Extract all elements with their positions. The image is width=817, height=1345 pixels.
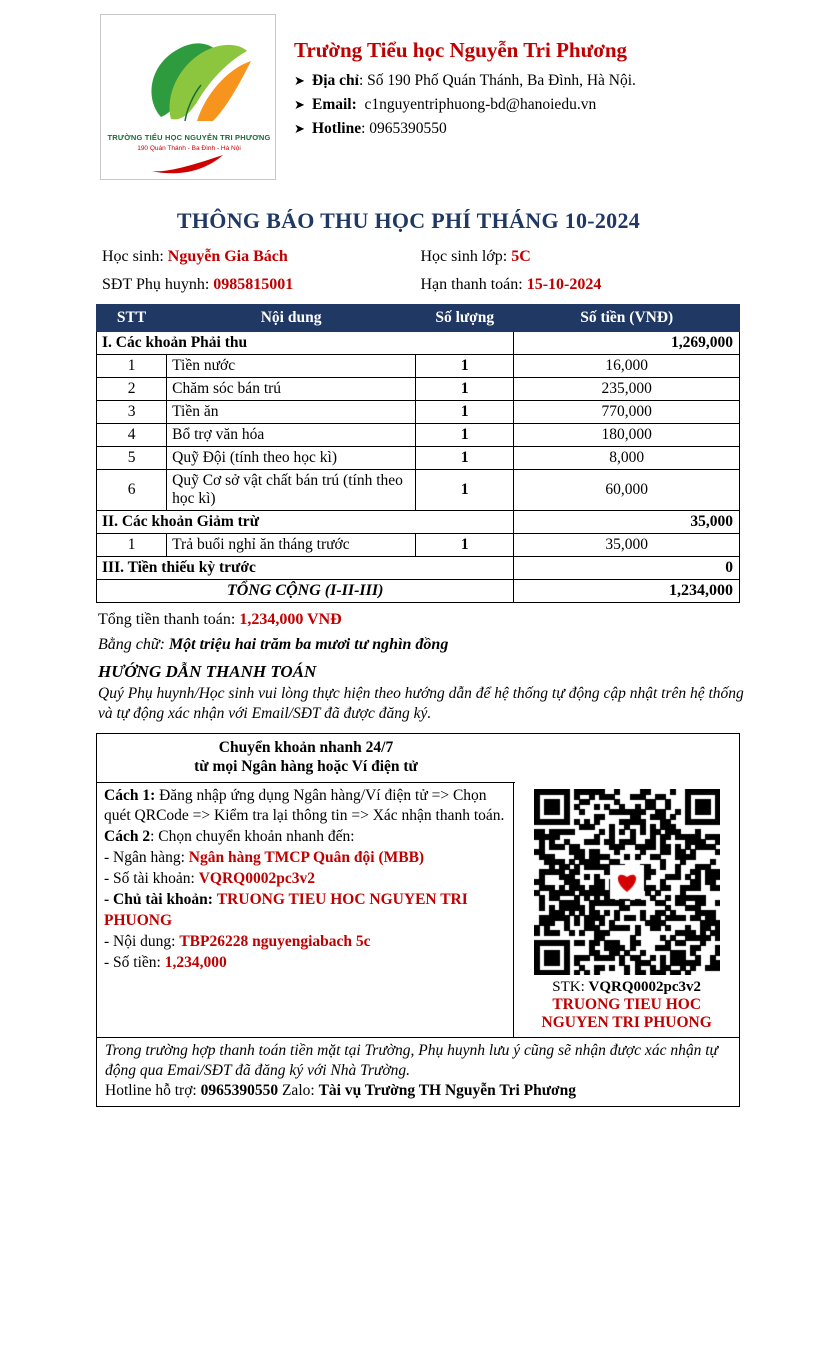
content-row (104, 932, 506, 952)
way2-text: : Chọn chuyển khoản nhanh đến: (150, 827, 355, 845)
content-value: TBP26228 nguyengiabach 5c (179, 932, 371, 950)
support-row (105, 1081, 732, 1101)
way1-text: Đăng nhập ứng dụng Ngân hàng/Ví điện tử => Chọn quét QRCode => Kiểm tra lại thông tin => Xác nhận thanh toán. (104, 786, 505, 824)
section-title: I. Các khoản Phải thu (97, 332, 514, 355)
email-value: c1nguyentriphuong-bd@hanoiedu.vn (364, 96, 597, 114)
account-row (104, 869, 506, 889)
note-text: Trong trường hợp thanh toán tiền mặt tại Trường, Phụ huynh lưu ý cũng sẽ nhận được xác nhận tự động qua Emai/SĐT đã đăng ký với Nhà Trường. (105, 1041, 718, 1079)
bullet-arrow-icon: ➤ (294, 121, 305, 137)
fee-table (96, 304, 740, 603)
zalo-label: Zalo: (281, 1082, 315, 1100)
account-value: VQRQ0002pc3v2 (198, 870, 315, 888)
row-name: Quỹ Đội (tính theo học kì) (167, 447, 416, 470)
bank-label: - Ngân hàng: (104, 849, 185, 867)
school-email (294, 93, 636, 117)
pay-total-label: Tổng tiền thanh toán: (98, 611, 236, 628)
holder-row (104, 890, 506, 930)
table-header-row (97, 305, 740, 332)
row-name: Chăm sóc bán trú (167, 378, 416, 401)
th-content: Nội dung (167, 305, 416, 332)
qr-account-row (514, 979, 739, 996)
row-amount: 770,000 (514, 401, 740, 424)
table-section-row (97, 557, 740, 580)
holder-value: TRUONG TIEU HOC NGUYEN TRI PHUONG (104, 891, 468, 929)
row-qty: 1 (416, 378, 514, 401)
due-date-label: Hạn thanh toán: (420, 276, 523, 293)
student-name-row (102, 248, 421, 266)
row-qty: 1 (416, 470, 514, 511)
table-row (97, 401, 740, 424)
th-stt: STT (97, 305, 167, 332)
hotline-label: Hotline (312, 120, 362, 138)
amount-in-words-row (98, 636, 758, 654)
way2-label: Cách 2 (104, 827, 151, 845)
logo-swoosh-icon (149, 155, 229, 175)
row-name: Quỹ Cơ sở vật chất bán trú (tính theo học kì) (167, 470, 416, 511)
parent-phone-row (102, 276, 421, 294)
th-quantity: Số lượng (416, 305, 514, 332)
row-stt: 6 (97, 470, 167, 511)
section-amount: 1,269,000 (514, 332, 740, 355)
page-title: THÔNG BÁO THU HỌC PHÍ THÁNG 10-2024 (176, 208, 641, 233)
account-label: - Số tài khoản: (104, 870, 195, 888)
table-row (97, 355, 740, 378)
table-row (97, 424, 740, 447)
section-amount: 35,000 (514, 511, 740, 534)
logo-caption: TRƯỜNG TIỂU HỌC NGUYỄN TRI PHƯƠNG (107, 133, 271, 142)
school-info (276, 14, 636, 141)
table-section-row (97, 332, 740, 355)
row-stt: 1 (97, 355, 167, 378)
amount-row (104, 953, 506, 973)
payment-guide-text: Quý Phụ huynh/Học sinh vui lòng thực hiện theo hướng dẫn để hệ thống tự động cập nhật trên hệ thống và tự động xác nhận với Email/SĐT đã được đăng ký. (98, 685, 744, 723)
payment-note (97, 1037, 739, 1106)
row-qty: 1 (416, 424, 514, 447)
qr-holder-line1: TRUONG TIEU HOC (552, 995, 702, 1013)
row-name: Tiền ăn (167, 401, 416, 424)
row-stt: 3 (97, 401, 167, 424)
row-name: Tiền nước (167, 355, 416, 378)
pay-total-row (98, 611, 758, 629)
way2-row (104, 827, 506, 847)
student-class-row (421, 248, 740, 266)
row-qty: 1 (416, 355, 514, 378)
row-name: Bổ trợ văn hóa (167, 424, 416, 447)
in-words-label: Bằng chữ: (98, 636, 165, 653)
total-label: TỔNG CỘNG (I-II-III) (97, 580, 514, 603)
hotline-value: : 0965390550 (361, 120, 447, 138)
support-hotline-value: 0965390550 (200, 1082, 279, 1100)
payment-box (96, 733, 740, 1107)
address-label: Địa chỉ (312, 72, 359, 89)
logo-subcaption: 190 Quán Thánh - Ba Đình - Hà Nội (137, 145, 241, 152)
holder-label: - Chủ tài khoản: (104, 891, 213, 909)
row-amount: 180,000 (514, 424, 740, 447)
row-qty: 1 (416, 534, 514, 557)
logo-leaf-icon (101, 25, 276, 135)
student-class-label: Học sinh lớp: (420, 248, 508, 265)
payment-guide-title: HƯỚNG DẪN THANH TOÁN (98, 662, 317, 681)
bank-value: Ngân hàng TMCP Quân đội (MBB) (188, 849, 425, 867)
payment-header-line2: từ mọi Ngân hàng hoặc Ví điện tử (194, 758, 418, 776)
payment-header-line1: Chuyển khoản nhanh 24/7 (218, 738, 394, 756)
th-amount: Số tiền (VNĐ) (514, 305, 740, 332)
qr-holder-line2: NGUYEN TRI PHUONG (541, 1014, 712, 1032)
content-label: - Nội dung: (104, 932, 176, 950)
way1-label: Cách 1: (104, 786, 156, 804)
row-stt: 4 (97, 424, 167, 447)
row-stt: 5 (97, 447, 167, 470)
student-info (0, 248, 817, 294)
qr-stk-label: STK: (552, 978, 585, 995)
due-date-value: 15-10-2024 (526, 276, 602, 293)
way1-row (104, 786, 506, 826)
payment-instructions (97, 783, 514, 1037)
row-name: Trả buổi nghỉ ăn tháng trước (167, 534, 416, 557)
section-amount: 0 (514, 557, 740, 580)
row-qty: 1 (416, 447, 514, 470)
row-stt: 2 (97, 378, 167, 401)
student-class-value: 5C (511, 248, 531, 265)
parent-phone-label: SĐT Phụ huynh: (102, 276, 210, 293)
row-amount: 235,000 (514, 378, 740, 401)
support-hotline-label: Hotline hỗ trợ: (105, 1082, 197, 1100)
due-date-row (421, 276, 740, 294)
school-logo (100, 14, 276, 180)
row-amount: 8,000 (514, 447, 740, 470)
payment-box-header (97, 734, 515, 783)
address-value: : Số 190 Phố Quán Thánh, Ba Đình, Hà Nội. (358, 72, 636, 89)
table-row (97, 470, 740, 511)
summary-section (0, 603, 758, 725)
table-section-row (97, 511, 740, 534)
row-amount: 60,000 (514, 470, 740, 511)
total-amount: 1,234,000 (514, 580, 740, 603)
in-words-value: Một triệu hai trăm ba mươi tư nghìn đồng (168, 636, 449, 653)
row-amount: 35,000 (514, 534, 740, 557)
section-title: II. Các khoản Giảm trừ (97, 511, 514, 534)
table-row (97, 447, 740, 470)
row-amount: 16,000 (514, 355, 740, 378)
parent-phone-value: 0985815001 (213, 276, 294, 293)
row-qty: 1 (416, 401, 514, 424)
table-total-row (97, 580, 740, 603)
pay-total-value: 1,234,000 VNĐ (239, 611, 342, 628)
amount-label: - Số tiền: (104, 953, 161, 971)
document-header (0, 0, 817, 180)
email-label: Email: (312, 96, 357, 114)
qr-panel (514, 783, 739, 1037)
table-row (97, 534, 740, 557)
student-name-label: Học sinh: (102, 248, 164, 265)
bullet-arrow-icon: ➤ (294, 73, 305, 88)
school-address (294, 69, 636, 93)
school-name: Trường Tiểu học Nguyễn Tri Phương (294, 38, 627, 62)
qr-code[interactable] (534, 789, 720, 975)
school-hotline (294, 117, 636, 141)
qr-stk-value: VQRQ0002pc3v2 (588, 978, 702, 995)
section-title: III. Tiền thiếu kỳ trước (97, 557, 514, 580)
table-row (97, 378, 740, 401)
amount-value: 1,234,000 (164, 953, 227, 971)
zalo-value: Tài vụ Trường TH Nguyễn Tri Phương (318, 1082, 576, 1100)
bank-row (104, 848, 506, 868)
student-name-value: Nguyễn Gia Bách (167, 248, 288, 265)
row-stt: 1 (97, 534, 167, 557)
bullet-arrow-icon: ➤ (294, 97, 305, 113)
